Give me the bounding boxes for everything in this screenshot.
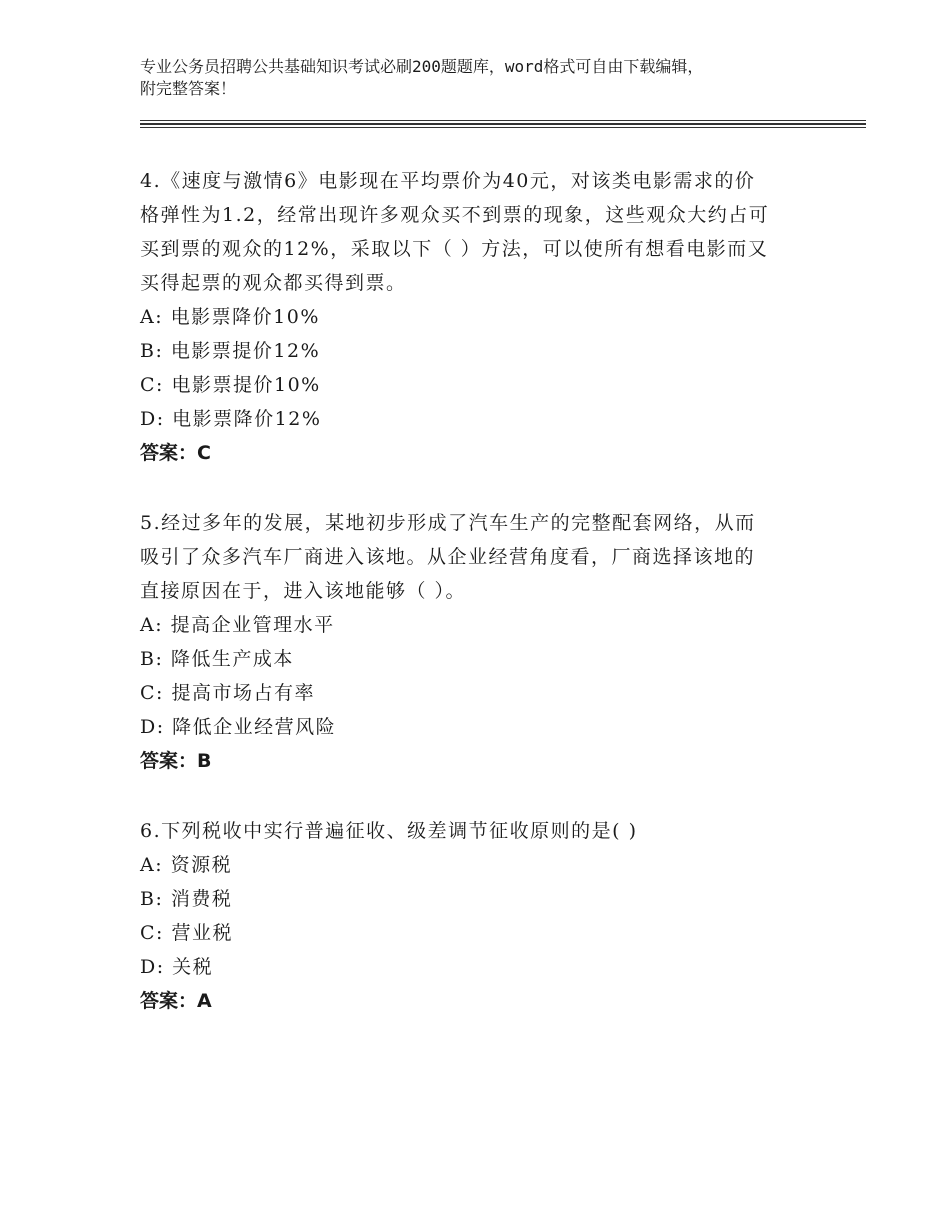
option-c: C: 提高市场占有率 <box>140 682 315 704</box>
option-b: B: 消费税 <box>140 888 233 910</box>
question-stem-line: 直接原因在于，进入该地能够（ ）。 <box>140 580 467 602</box>
question-stem-line: 6.下列税收中实行普遍征收、级差调节征收原则的是( ) <box>140 820 638 842</box>
option-c: C: 电影票提价10% <box>140 374 321 396</box>
option-a: A: 提高企业管理水平 <box>140 614 335 636</box>
option-d: D: 关税 <box>140 956 214 978</box>
option-b: B: 降低生产成本 <box>140 648 294 670</box>
answer: 答案：B <box>140 750 212 772</box>
header-line: 附完整答案！ <box>140 79 237 98</box>
header-divider <box>140 127 866 128</box>
question-stem-line: 吸引了众多汽车厂商进入该地。从企业经营角度看，厂商选择该地的 <box>140 546 756 568</box>
answer: 答案：C <box>140 442 211 464</box>
answer: 答案：A <box>140 990 212 1012</box>
question-4 <box>140 164 820 470</box>
option-a: A: 电影票降价10% <box>140 306 320 328</box>
question-5 <box>140 506 820 778</box>
option-d: D: 电影票降价12% <box>140 408 322 430</box>
option-b: B: 电影票提价12% <box>140 340 321 362</box>
question-stem-line: 格弹性为1.2，经常出现许多观众买不到票的现象，这些观众大约占可 <box>140 204 770 226</box>
question-stem-line: 买到票的观众的12%，采取以下（ ）方法，可以使所有想看电影而又 <box>140 238 769 260</box>
question-stem-line: 买得起票的观众都买得到票。 <box>140 272 407 294</box>
option-d: D: 降低企业经营风险 <box>140 716 337 738</box>
option-c: C: 营业税 <box>140 922 233 944</box>
document-header <box>140 56 840 100</box>
option-a: A: 资源税 <box>140 854 233 876</box>
header-line: 专业公务员招聘公共基础知识考试必刷200题题库，word格式可自由下载编辑， <box>140 57 704 76</box>
question-6 <box>140 814 820 1018</box>
question-stem-line: 5.经过多年的发展，某地初步形成了汽车生产的完整配套网络，从而 <box>140 512 756 534</box>
header-divider <box>140 123 866 125</box>
question-stem-line: 4.《速度与激情6》电影现在平均票价为40元，对该类电影需求的价 <box>140 170 756 192</box>
header-divider <box>140 120 866 121</box>
